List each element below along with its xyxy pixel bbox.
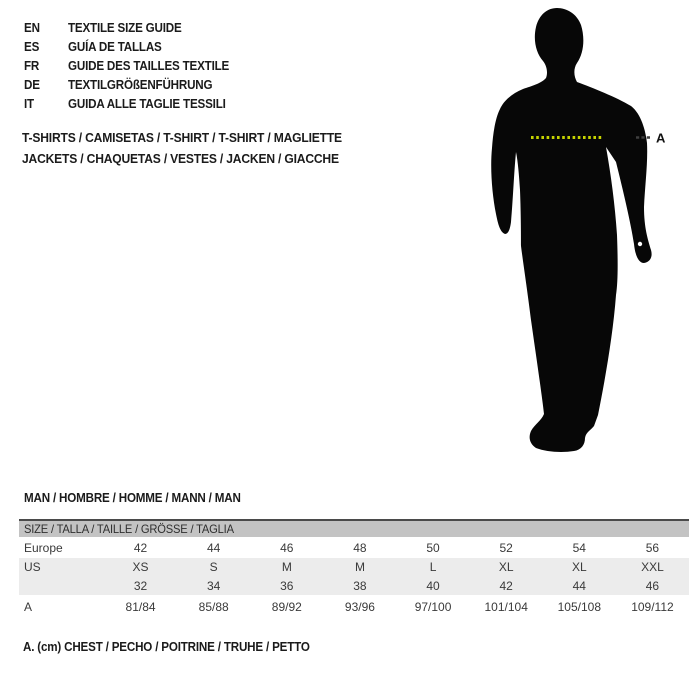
table-cell: 44: [572, 578, 586, 593]
man-silhouette: [491, 8, 651, 452]
language-row: [24, 94, 241, 113]
table-cell: XL: [498, 560, 514, 574]
table-cell: 93/96: [344, 599, 375, 614]
row-label: [19, 576, 104, 595]
garment-types: [22, 127, 366, 169]
table-cell: 44: [207, 540, 221, 555]
language-code: DE: [24, 77, 40, 92]
measure-label-a: A: [656, 130, 666, 146]
table-cell: 105/108: [557, 599, 601, 614]
table-cell: 52: [499, 540, 513, 555]
table-row-numeric: [19, 576, 689, 595]
table-cell: 97/100: [414, 599, 452, 614]
language-code: FR: [24, 58, 40, 73]
language-label: TEXTILGRÖßENFÜHRUNG: [68, 77, 213, 92]
table-cell: XL: [571, 560, 587, 574]
table-cell: XXL: [641, 560, 664, 574]
language-row: [24, 75, 241, 94]
table-row-chest-a: [19, 595, 689, 618]
table-cell: 46: [645, 578, 660, 593]
language-code: ES: [24, 40, 40, 55]
section-title-man: MAN / HOMBRE / HOMME / MANN / MAN: [24, 491, 241, 505]
table-cell: 34: [207, 578, 221, 593]
table-cell: 48: [353, 540, 367, 555]
language-row: [24, 19, 241, 38]
table-cell: 81/84: [125, 599, 156, 614]
language-label: GUIDA ALLE TAGLIE TESSILI: [68, 96, 226, 111]
table-cell: 38: [353, 578, 367, 593]
hand-highlight: [638, 242, 642, 246]
language-label: TEXTILE SIZE GUIDE: [68, 21, 182, 36]
table-cell: 56: [645, 540, 660, 555]
row-label: Europe: [24, 540, 63, 555]
table-cell: 36: [280, 578, 294, 593]
table-cell: 42: [133, 540, 148, 555]
language-label: GUÍA DE TALLAS: [68, 40, 162, 55]
table-row-us: [19, 558, 689, 576]
language-row: [24, 57, 241, 76]
table-cell: M: [354, 560, 365, 574]
language-row: [24, 38, 241, 57]
row-label: US: [24, 560, 41, 574]
size-table-header-label: SIZE / TALLA / TAILLE / GRÖSSE / TAGLIA: [24, 522, 234, 536]
table-cell: XS: [132, 560, 149, 574]
table-cell: 46: [280, 540, 294, 555]
language-label: GUIDE DES TAILLES TEXTILE: [68, 58, 230, 73]
language-code: IT: [24, 96, 34, 111]
table-cell: 32: [133, 578, 148, 593]
table-cell: M: [281, 560, 292, 574]
silhouette-svg: [470, 0, 685, 470]
table-cell: 89/92: [271, 599, 302, 614]
footnote-chest-measure: A. (cm) CHEST / PECHO / POITRINE / TRUHE / PETTO: [23, 640, 310, 654]
garment-line-jackets: JACKETS / CHAQUETAS / VESTES / JACKEN / GIACCHE: [22, 151, 339, 166]
table-row-europe: [19, 537, 689, 558]
table-cell: 109/112: [631, 599, 674, 614]
size-table-header: [19, 521, 689, 537]
table-cell: L: [429, 560, 437, 574]
man-silhouette-figure: [470, 0, 685, 470]
language-list: [24, 19, 241, 113]
table-cell: 85/88: [198, 599, 229, 614]
row-label: A: [24, 599, 33, 614]
table-cell: 42: [499, 578, 513, 593]
table-cell: 101/104: [484, 599, 528, 614]
language-code: EN: [24, 21, 40, 36]
table-cell: S: [209, 560, 218, 574]
garment-line-tshirts: T-SHIRTS / CAMISETAS / T-SHIRT / T-SHIRT / MAGLIETTE: [22, 130, 342, 145]
table-cell: 40: [426, 578, 440, 593]
size-table: [19, 519, 689, 618]
table-cell: 50: [426, 540, 440, 555]
table-cell: 54: [572, 540, 586, 555]
